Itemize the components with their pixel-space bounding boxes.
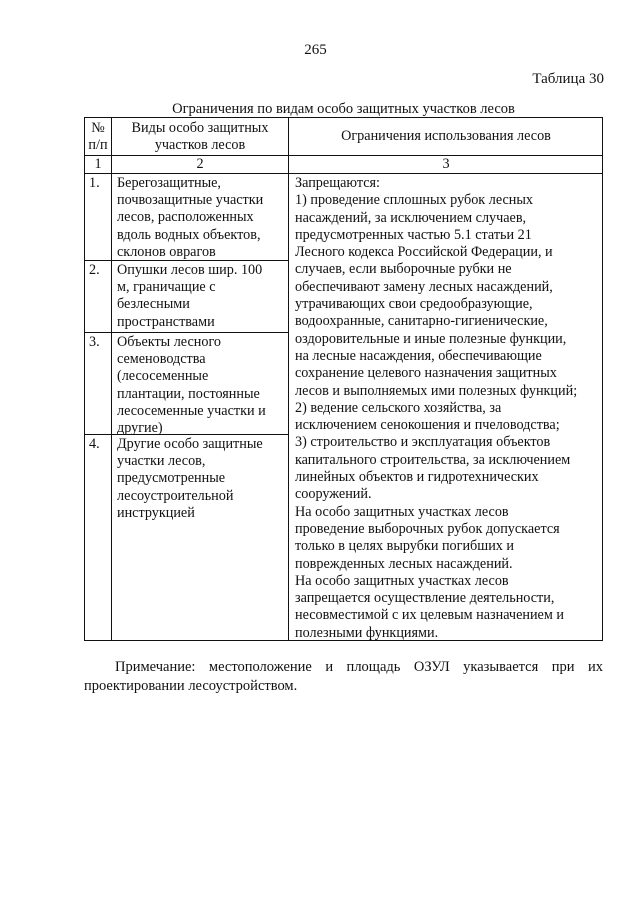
row-number: 1. <box>89 175 100 191</box>
header-number: № п/п <box>88 120 108 154</box>
row-number: 2. <box>89 262 100 278</box>
restrictions-text: Запрещаются: 1) проведение сплошных рубок лесных насаждений, за исключением случаев, предусмотренных частью 5.1 статьи 21 Лесного кодекса Российской Федерации, и случаев, если выборочные рубки не обеспечивают замену лесных насаждений, утрачивающих свои средообразующие, водоохранные, санитарно-гигиенические, оздоровительные и иные полезные функции, на лесные насаждения, обеспечивающие сохранение целевого назначения защитных лесов и выполняемых ими полезных функций; 2) ведение сельского хозяйства, за исключением сенокошения и пчеловодства; 3) строительство и эксплуатация объектов капитального строительства, за исключением линейных объектов и гидротехнических сооружений. На особо защитных участках лесов проведение выборочных рубок допускается только в целях вырубки погибших и поврежденных лесных насаждений. На особо защитных участках лесов запрещается осуществление деятельности, несовместимой с их целевым назначением и полезными функциями. <box>295 175 578 641</box>
table-row-divider <box>85 332 288 333</box>
table-note: Примечание: местоположение и площадь ОЗУЛ указывается при их проектировании лесоустройством. <box>84 659 603 694</box>
row-number: 4. <box>89 436 100 452</box>
header-type: Виды особо защитных участков лесов <box>131 120 269 154</box>
header-restrictions: Ограничения использования лесов <box>341 128 551 144</box>
row-type: Опушки лесов шир. 100 м, граничащие с безлесными пространствами <box>117 262 263 330</box>
column-number-3: 3 <box>442 156 450 172</box>
column-number-1: 1 <box>94 156 102 172</box>
table-label: Таблица 30 <box>532 71 604 87</box>
column-number-2: 2 <box>196 156 204 172</box>
page-number: 265 <box>304 42 327 58</box>
row-type: Другие особо защитные участки лесов, предусмотренные лесоустроительной инструкцией <box>117 436 263 521</box>
table-title: Ограничения по видам особо защитных участков лесов <box>172 101 515 117</box>
table-column-divider <box>288 118 289 640</box>
row-type: Берегозащитные, почвозащитные участки лесов, расположенных вдоль водных объектов, склонов оврагов <box>117 175 264 260</box>
row-number: 3. <box>89 334 100 350</box>
restrictions-table <box>84 117 603 641</box>
table-column-divider <box>111 118 112 640</box>
row-type: Объекты лесного семеноводства (лесосеменные плантации, постоянные лесосеменные участки и другие) <box>117 334 266 437</box>
